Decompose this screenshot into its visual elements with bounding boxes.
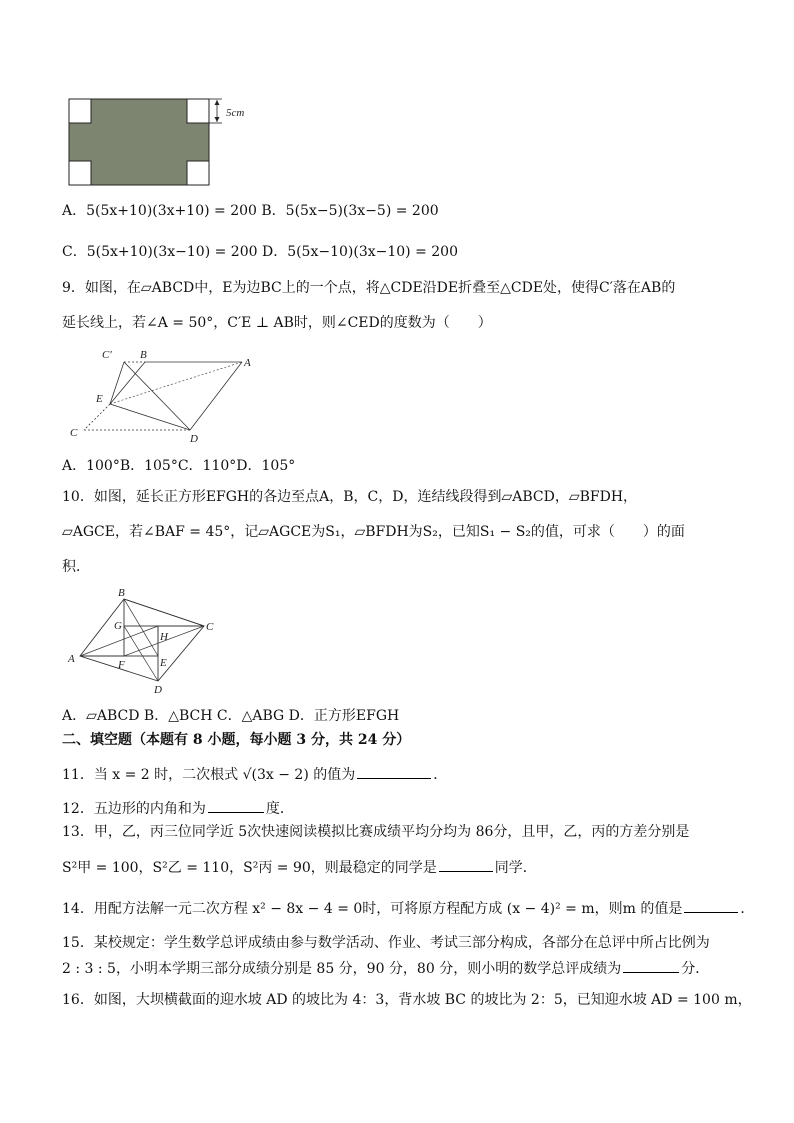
q8-option-a[interactable]: A．5(5x+10)(3x+10) = 200	[62, 203, 257, 219]
q15-text: 2 : 3 : 5，小明本学期三部分成绩分别是 85 分，90 分，80 分，则小明的数学总评成绩为	[62, 961, 622, 977]
q12	[62, 798, 294, 819]
q10-label-b: B	[118, 587, 125, 599]
q11-answer-blank[interactable]	[357, 764, 431, 779]
q10-label-h: H	[160, 631, 168, 643]
q9-stem-line1: 9．如图，在▱ABCD中，E为边BC上的一个点，将△CDE沿DE折叠至△CDE处，使得C′落在AB的	[62, 280, 676, 296]
q9-label-c: C	[70, 427, 78, 439]
q13-line1: 13．甲，乙，丙三位同学近 5次快速阅读模拟比赛成绩平均分均为 86分，且甲，乙，丙的方差分别是	[62, 824, 690, 840]
q9-label-d: D	[190, 433, 198, 445]
q10-label-c: C	[206, 621, 214, 633]
corner-square-bl	[69, 161, 91, 185]
q14-text: 14．用配方法解一元二次方程 x² − 8x − 4 = 0时，可将原方程配方成 (x − 4)² = m，则m 的值是	[62, 901, 683, 917]
q8-options-cd	[62, 242, 458, 262]
q14	[62, 898, 754, 919]
q10-stem-line1: 10．如图，延长正方形EFGH的各边至点A，B，C，D，连结线段得到▱ABCD，▱BFDH，	[62, 489, 638, 505]
q11-end: ．	[433, 767, 448, 783]
q12-text: 12．五边形的内角和为	[62, 801, 206, 817]
q8-options-ab	[62, 201, 439, 221]
q10-label-g: G	[114, 620, 122, 632]
q10-label-d: D	[154, 684, 162, 696]
q10-stem-line2: ▱AGCE，若∠BAF = 45°，记▱AGCE为S₁，▱BFDH为S₂，已知S₁ − S₂的值，可求（ ）的面	[62, 524, 685, 540]
q10-label-e: E	[160, 657, 167, 669]
q9-figure	[62, 342, 272, 446]
q13-line2	[62, 857, 537, 878]
q9-options[interactable]: A．100°B．105°C．110°D．105°	[62, 458, 296, 474]
q13-answer-blank[interactable]	[439, 857, 493, 872]
section2-title: 二、填空题（本题有 8 小题，每小题 3 分，共 24 分）	[62, 732, 411, 748]
q15-line1: 15．某校规定：学生数学总评成绩由参与数学活动、作业、考试三部分构成，各部分在总评中所占比例为	[62, 935, 710, 951]
dimension-label: 5cm	[226, 107, 245, 119]
q8-option-c[interactable]: C．5(5x+10)(3x−10) = 200	[62, 244, 258, 260]
q9-stem-line2: 延长线上，若∠A = 50°，C′E ⊥ AB时，则∠CED的度数为（ ）	[62, 315, 492, 331]
q10-label-f: F	[118, 659, 125, 671]
q11-text: 11．当 x = 2 时，二次根式 √(3x − 2) 的值为	[62, 767, 356, 783]
q14-end: ．	[740, 901, 755, 917]
q15-end: 分．	[681, 961, 710, 977]
q13-variance-text: S²甲 = 100，S²乙 = 110，S²丙 = 90，则最稳定的同学是	[62, 860, 437, 876]
q9-label-b: B	[140, 349, 147, 361]
q15-answer-blank[interactable]	[623, 958, 679, 973]
q9-label-c-prime: C′	[102, 349, 112, 361]
q12-end: 度．	[265, 801, 294, 817]
q8-figure	[66, 96, 256, 188]
corner-square-br	[187, 161, 209, 185]
corner-square-tr	[187, 99, 209, 123]
q16-line1: 16．如图，大坝横截面的迎水坡 AD 的坡比为 4：3，背水坡 BC 的坡比为 2：5，已知迎水坡 AD = 100 m，	[62, 992, 752, 1008]
q10-label-a: A	[68, 653, 75, 665]
q12-answer-blank[interactable]	[208, 798, 264, 813]
q9-label-a: A	[244, 357, 251, 369]
parallelogram-abcd	[80, 599, 204, 681]
q9-label-e: E	[96, 393, 103, 405]
q11	[62, 764, 447, 785]
q8-option-b[interactable]: B．5(5x−5)(3x−5) = 200	[261, 203, 439, 219]
q14-answer-blank[interactable]	[684, 898, 738, 913]
q10-figure	[62, 586, 232, 698]
q13-end: 同学．	[494, 860, 537, 876]
q15-line2	[62, 958, 709, 979]
q10-options[interactable]: A．▱ABCD B．△BCH C．△ABG D．正方形EFGH	[62, 708, 400, 724]
q8-option-d[interactable]: D．5(5x−10)(3x−10) = 200	[261, 244, 458, 260]
corner-square-tl	[69, 99, 91, 123]
q10-stem-line3: 积．	[62, 559, 90, 575]
square-efgh	[124, 626, 158, 656]
